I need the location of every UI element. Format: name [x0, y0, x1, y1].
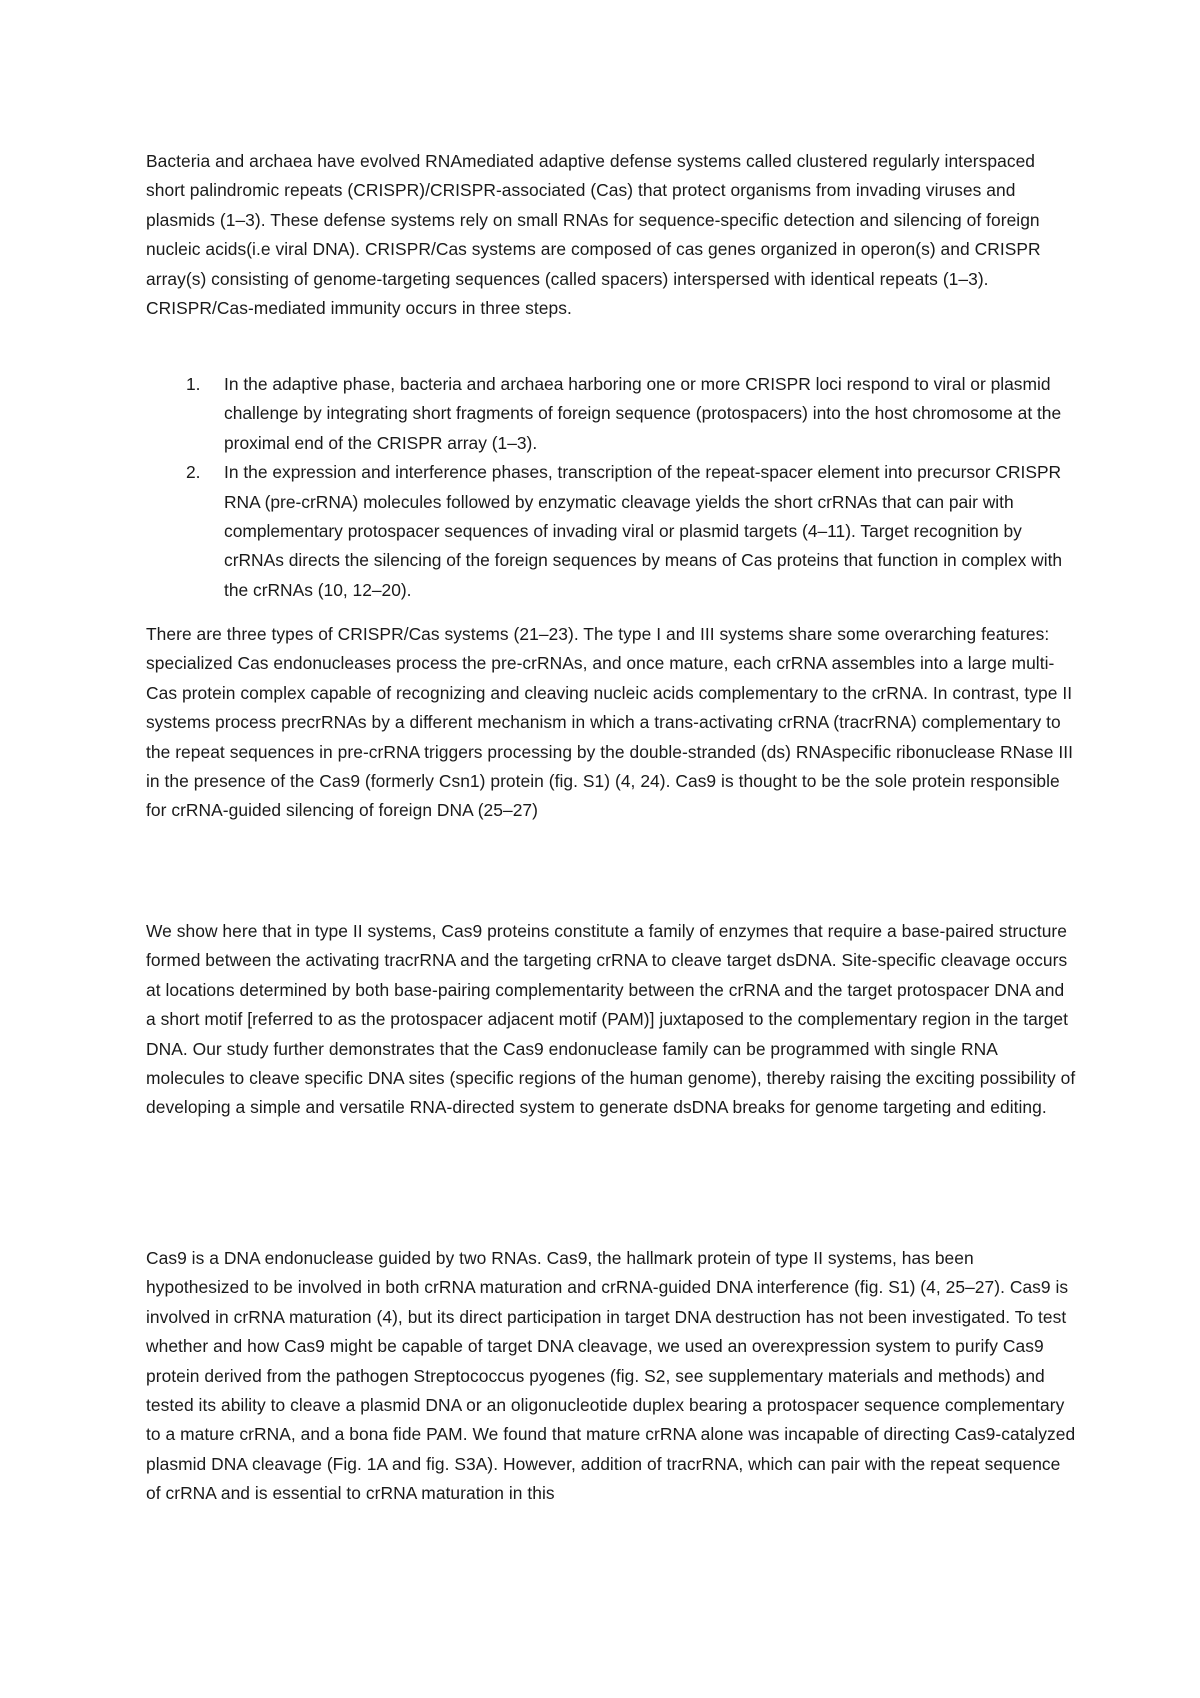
list-item-number: 1.: [186, 374, 201, 394]
paragraph-crispr-types: There are three types of CRISPR/Cas systems (21–23). The type I and III systems share some overarching features: specialized Cas endonucleases process the pre-crRNAs, and once mature, each crRNA assembles into a large multi-Cas protein complex capable of recognizing and cleaving nucleic acids complementary to the crRNA. In contrast, type II systems process precrRNAs by a different mechanism in which a trans-activating crRNA (tracrRNA) complementary to the repeat sequences in pre-crRNA triggers processing by the double-stranded (ds) RNAspecific ribonuclease RNase III in the presence of the Cas9 (formerly Csn1) protein (fig. S1) (4, 24). Cas9 is thought to be the sole protein responsible for crRNA-guided silencing of foreign DNA (25–27): [146, 624, 1073, 821]
list-item-text: In the expression and interference phases, transcription of the repeat-spacer element into precursor CRISPR RNA (pre-crRNA) molecules followed by enzymatic cleavage yields the short crRNAs that can pair with complementary protospacer sequences of invading viral or plasmid targets (4–11). Target recognition by crRNAs directs the silencing of the foreign sequences by means of Cas proteins that function in complex with the crRNAs (10, 12–20).: [224, 462, 1063, 600]
paragraph-crispr-intro: Bacteria and archaea have evolved RNAmediated adaptive defense systems called clustered regularly interspaced short palindromic repeats (CRISPR)/CRISPR-associated (Cas) that protect organisms from invading viruses and plasmids (1–3). These defense systems rely on small RNAs for sequence-specific detection and silencing of foreign nucleic acids(i.e viral DNA). CRISPR/Cas systems are composed of cas genes organized in operon(s) and CRISPR array(s) consisting of genome-targeting sequences (called spacers) interspersed with identical repeats (1–3). CRISPR/Cas-mediated immunity occurs in three steps.: [146, 151, 1041, 319]
paragraph-cas9-endonuclease: Cas9 is a DNA endonuclease guided by two RNAs. Cas9, the hallmark protein of type II systems, has been hypothesized to be involved in both crRNA maturation and crRNA-guided DNA interference (fig. S1) (4, 25–27). Cas9 is involved in crRNA maturation (4), but its direct participation in target DNA destruction has not been investigated. To test whether and how Cas9 might be capable of target DNA cleavage, we used an overexpression system to purify Cas9 protein derived from the pathogen Streptococcus pyogenes (fig. S2, see supplementary materials and methods) and tested its ability to cleave a plasmid DNA or an oligonucleotide duplex bearing a protospacer sequence complementary to a mature crRNA, and a bona fide PAM. We found that mature crRNA alone was incapable of directing Cas9-catalyzed plasmid DNA cleavage (Fig. 1A and fig. S3A). However, addition of tracrRNA, which can pair with the repeat sequence of crRNA and is essential to crRNA maturation in this: [146, 1248, 1076, 1504]
paragraph-cas9-family: We show here that in type II systems, Cas9 proteins constitute a family of enzymes that require a base-paired structure formed between the activating tracrRNA and the targeting crRNA to cleave target dsDNA. Site-specific cleavage occurs at locations determined by both base-pairing complementarity between the crRNA and the target protospacer DNA and a short motif [referred to as the protospacer adjacent motif (PAM)] juxtaposed to the complementary region in the target DNA. Our study further demonstrates that the Cas9 endonuclease family can be programmed with single RNA molecules to cleave specific DNA sites (specific regions of the human genome), thereby raising the exciting possibility of developing a simple and versatile RNA-directed system to generate dsDNA breaks for genome targeting and editing.: [146, 921, 1076, 1118]
list-item: [146, 370, 1076, 458]
list-item-number: 2.: [186, 462, 201, 483]
list-item-text: In the adaptive phase, bacteria and archaea harboring one or more CRISPR loci respond to viral or plasmid challenge by integrating short fragments of foreign sequence (protospacers) into the host chromosome at the proximal end of the CRISPR array (1–3).: [224, 374, 1062, 453]
numbered-list-immunity-steps: [146, 370, 1076, 605]
list-item: [146, 458, 1076, 605]
